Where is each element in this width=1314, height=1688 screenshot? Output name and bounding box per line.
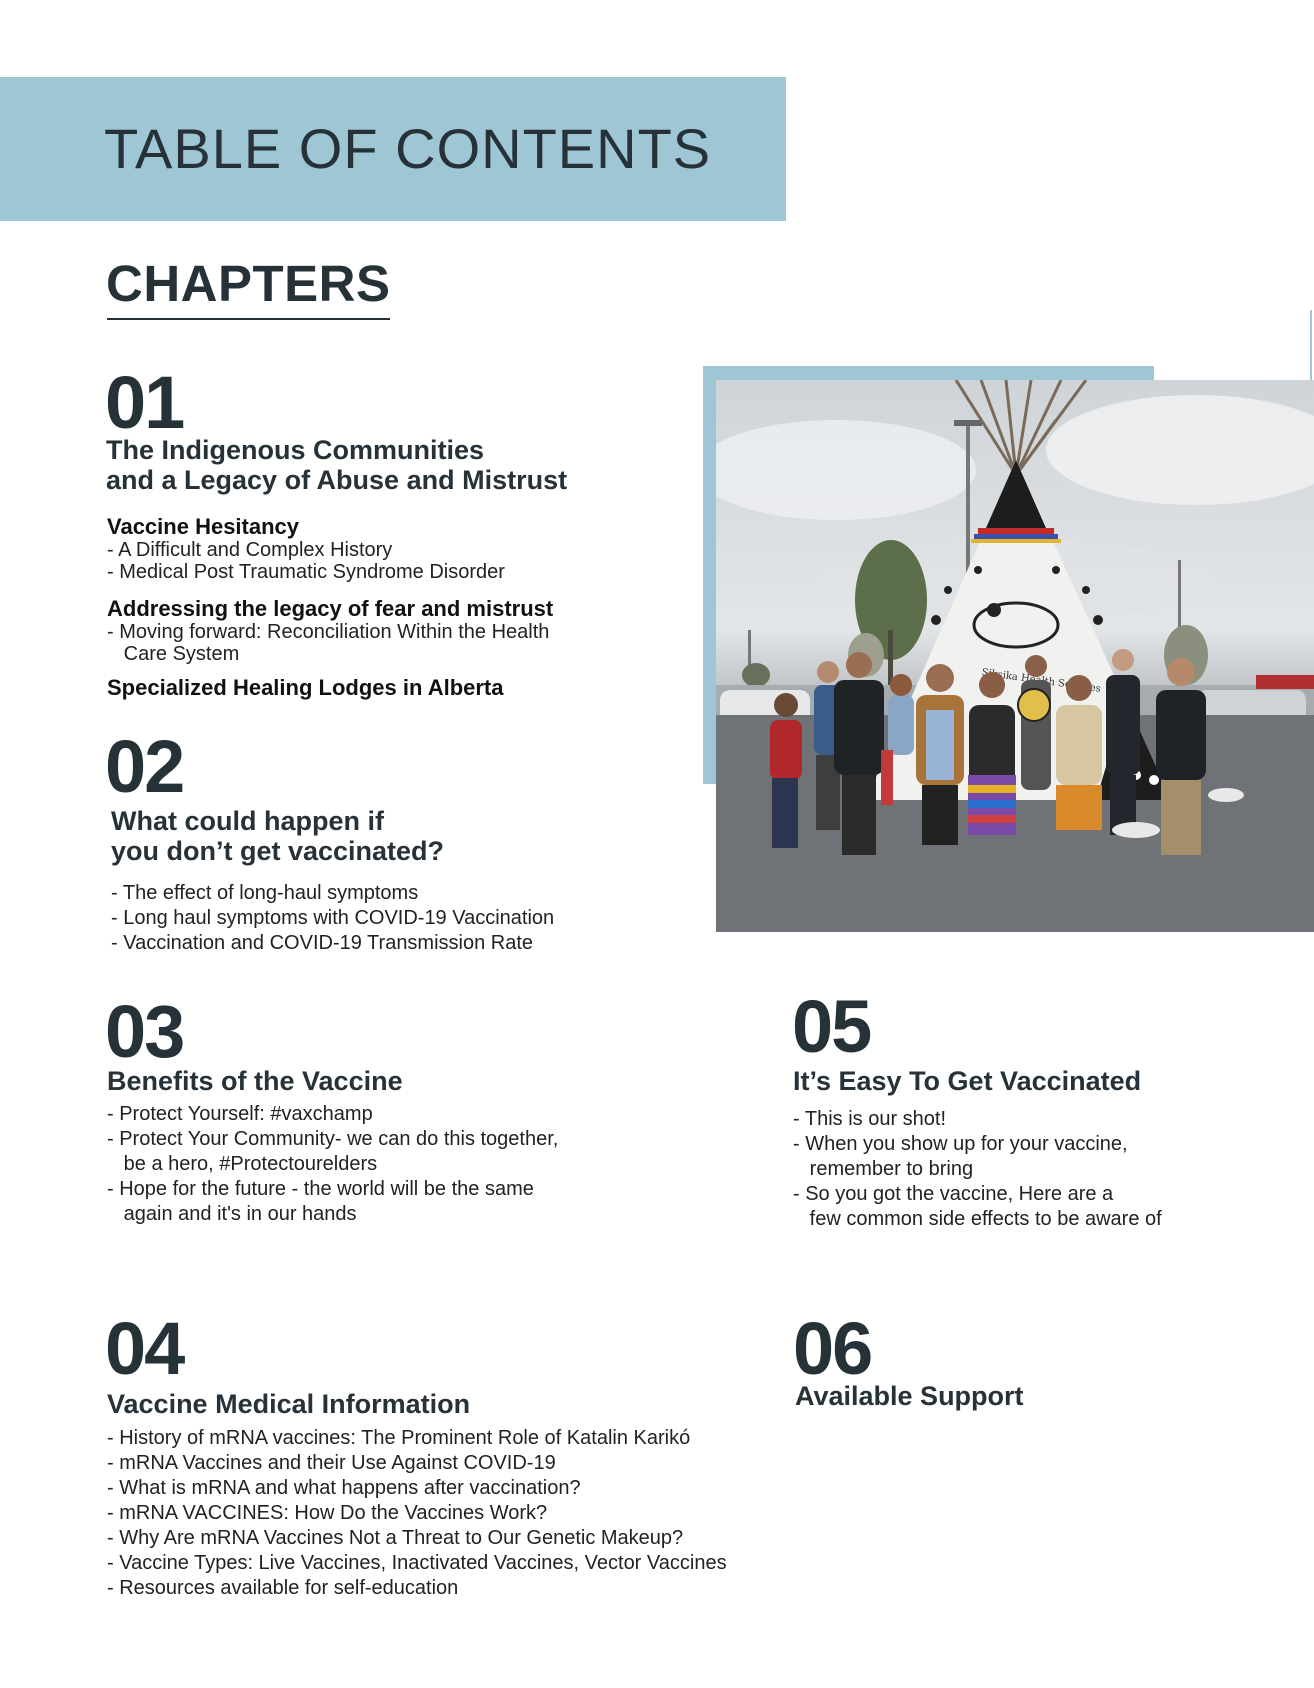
list-item: - A Difficult and Complex History [107,539,393,561]
chapter-03-items [107,1102,558,1227]
list-item: Care System [107,643,240,665]
list-item: - Why Are mRNA Vaccines Not a Threat to Our Genetic Makeup? [107,1527,684,1549]
tipi-group-photo [716,380,1314,932]
chapter-02-title-line-2: you don’t get vaccinated? [111,836,445,866]
chapters-heading: CHAPTERS [106,255,391,312]
chapter-04-title: Vaccine Medical Information [107,1389,471,1419]
list-item: - mRNA Vaccines and their Use Against COVID-19 [107,1452,556,1474]
list-item: - History of mRNA vaccines: The Prominent Role of Katalin Karikó [107,1427,691,1449]
chapter-05-title: It’s Easy To Get Vaccinated [793,1066,1142,1096]
list-item: - Protect Your Community- we can do this together, [107,1128,559,1150]
section-heading: Vaccine Hesitancy [107,514,300,539]
decorative-line [1310,310,1312,380]
list-item: few common side effects to be aware of [793,1208,1162,1230]
chapter-04-number: 04 [105,1307,184,1390]
chapter-02-items [111,881,554,956]
list-item: - The effect of long-haul symptoms [111,882,419,904]
chapter-05-items [793,1107,1162,1232]
list-item: again and it's in our hands [107,1203,357,1225]
chapter-05-number: 05 [792,985,871,1068]
list-item: - So you got the vaccine, Here are a [793,1183,1114,1205]
section-heading: Specialized Healing Lodges in Alberta [107,675,504,700]
chapter-01-title-line-2: and a Legacy of Abuse and Mistrust [106,465,568,495]
page-title: TABLE OF CONTENTS [104,117,712,180]
chapter-02-number: 02 [105,725,184,808]
list-item: - Vaccination and COVID-19 Transmission Rate [111,932,534,954]
list-item: - Long haul symptoms with COVID-19 Vaccination [111,907,555,929]
section-items [107,621,549,665]
list-item: - Medical Post Traumatic Syndrome Disorder [107,561,505,583]
section-heading: Addressing the legacy of fear and mistrust [107,596,554,621]
list-item: - Protect Yourself: #vaxchamp [107,1103,373,1125]
list-item: - What is mRNA and what happens after vaccination? [107,1477,581,1499]
list-item: - Moving forward: Reconciliation Within the Health [107,621,550,643]
chapter-06-number: 06 [793,1307,872,1390]
list-item: remember to bring [793,1158,974,1180]
list-item: - Resources available for self-education [107,1577,459,1599]
chapter-02-title-line-1: What could happen if [111,806,384,836]
chapter-03-title: Benefits of the Vaccine [107,1066,403,1096]
list-item: - mRNA VACCINES: How Do the Vaccines Work? [107,1502,548,1524]
chapter-02-title [111,806,444,866]
list-item: - When you show up for your vaccine, [793,1133,1128,1155]
chapter-03-number: 03 [105,990,184,1073]
list-item: - This is our shot! [793,1108,947,1130]
chapter-01-title-line-1: The Indigenous Communities [106,435,485,465]
list-item: be a hero, #Protectourelders [107,1153,378,1175]
list-item: - Vaccine Types: Live Vaccines, Inactivated Vaccines, Vector Vaccines [107,1552,727,1574]
photo-illustration [716,380,1314,932]
chapter-06-title: Available Support [795,1381,1024,1411]
section-items [107,539,505,583]
chapter-01-title [106,435,567,495]
chapter-04-items [107,1426,727,1601]
chapter-01-number: 01 [105,361,184,444]
chapters-underline [107,318,390,320]
list-item: - Hope for the future - the world will be the same [107,1178,534,1200]
